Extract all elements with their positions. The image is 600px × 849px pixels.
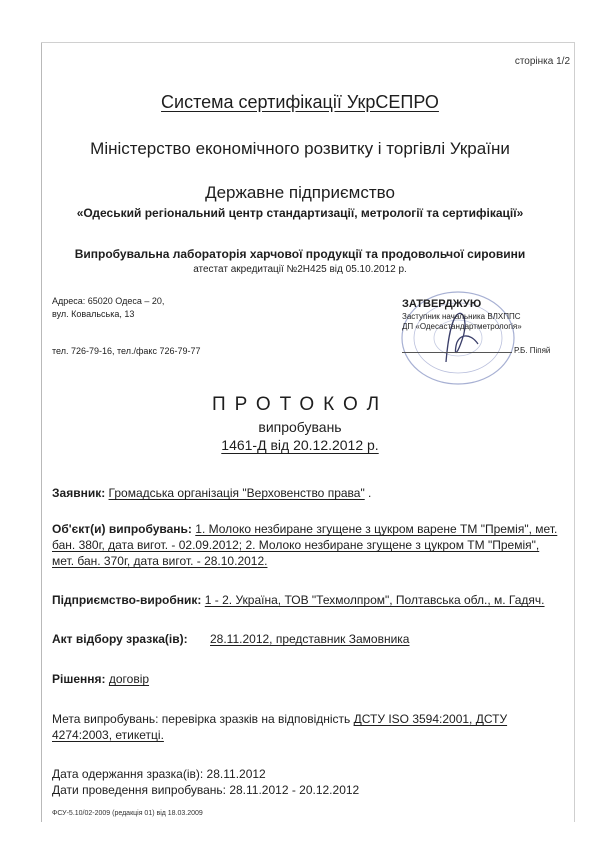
- protocol-title: ПРОТОКОЛ: [211, 394, 389, 415]
- test-goal-row: [52, 711, 507, 727]
- test-goal-prefix: Мета випробувань: перевірка зразків на відповідність: [52, 712, 354, 726]
- page-border-top: [41, 42, 575, 43]
- objects-line-1: 1. Молоко незбиране згущене з цукром варене ТМ "Премія", мет.: [195, 522, 558, 536]
- manufacturer-value: 1 - 2. Україна, ТОВ "Техмолпром", Полтавська обл., м. Гадяч.: [204, 593, 545, 607]
- decision-row: [52, 671, 149, 687]
- ministry-title: Міністерство економічного розвитку і торгівлі України: [90, 139, 510, 158]
- test-dates: Дати проведення випробувань: 28.11.2012 - 20.12.2012: [52, 783, 360, 797]
- sampling-act-label: Акт відбору зразка(ів):: [52, 632, 188, 646]
- test-goal-row-2: [52, 727, 164, 743]
- receipt-date: Дата одержання зразка(ів): 28.11.2012: [52, 767, 266, 781]
- certification-system-title: Система сертифікації УкрСЕПРО: [161, 92, 439, 112]
- applicant-row: [52, 485, 371, 501]
- approval-title: ЗАТВЕРДЖУЮ: [402, 298, 482, 310]
- sampling-act-value: 28.11.2012, представник Замовника: [210, 632, 410, 646]
- protocol-subtitle: випробувань: [258, 419, 342, 435]
- decision-label: Рішення:: [52, 672, 106, 686]
- signer-name: Р.Б. Піпяй: [514, 346, 551, 355]
- objects-line-3: мет. бан. 370г, дата вигот. - 28.10.2012.: [52, 554, 268, 568]
- test-goal-standards: ДСТУ ISO 3594:2001, ДСТУ: [353, 712, 508, 726]
- applicant-label: Заявник:: [52, 486, 106, 500]
- applicant-tail: .: [364, 486, 372, 500]
- applicant-value: Громадська організація "Верховенство права": [108, 486, 365, 500]
- objects-line-3-row: [52, 553, 267, 569]
- objects-row: [52, 521, 557, 537]
- center-name: «Одеський регіональний центр стандартизації, метрології та сертифікації»: [76, 206, 524, 220]
- address-line-1: Адреса: 65020 Одеса – 20,: [52, 296, 165, 306]
- manufacturer-label: Підприємство-виробник:: [52, 593, 202, 607]
- objects-line-2: бан. 380г, дата вигот. - 02.09.2012; 2. Молоко незбиране згущене з цукром ТМ "Премія",: [52, 538, 540, 552]
- signature-line: [402, 352, 512, 353]
- test-goal-standards-2: 4274:2003, етикетці.: [52, 728, 164, 742]
- sampling-act-row: [52, 631, 410, 647]
- accreditation-text: атестат акредитації №2Н425 від 05.10.2012 р.: [193, 264, 407, 275]
- laboratory-name: Випробувальна лабораторія харчової продукції та продовольчої сировини: [74, 247, 526, 261]
- objects-line-2-row: [52, 537, 539, 553]
- address-line-2: вул. Ковальська, 13: [52, 309, 135, 319]
- approval-position: Заступник начальника ВЛХППС: [402, 312, 521, 321]
- objects-label: Об'єкт(и) випробувань:: [52, 522, 192, 536]
- manufacturer-row: [52, 592, 545, 608]
- form-footer: ФСУ-5.10/02-2009 (редакція 01) від 18.03.2009: [52, 810, 203, 817]
- protocol-number: 1461-Д від 20.12.2012 р.: [221, 437, 379, 453]
- phone-line: тел. 726-79-16, тел./факс 726-79-77: [52, 346, 201, 356]
- approval-organization: ДП «Одесастандартметрологія»: [402, 322, 522, 331]
- enterprise-title: Державне підприємство: [205, 183, 395, 202]
- decision-value: договір: [108, 672, 150, 686]
- page-number: сторінка 1/2: [514, 56, 570, 67]
